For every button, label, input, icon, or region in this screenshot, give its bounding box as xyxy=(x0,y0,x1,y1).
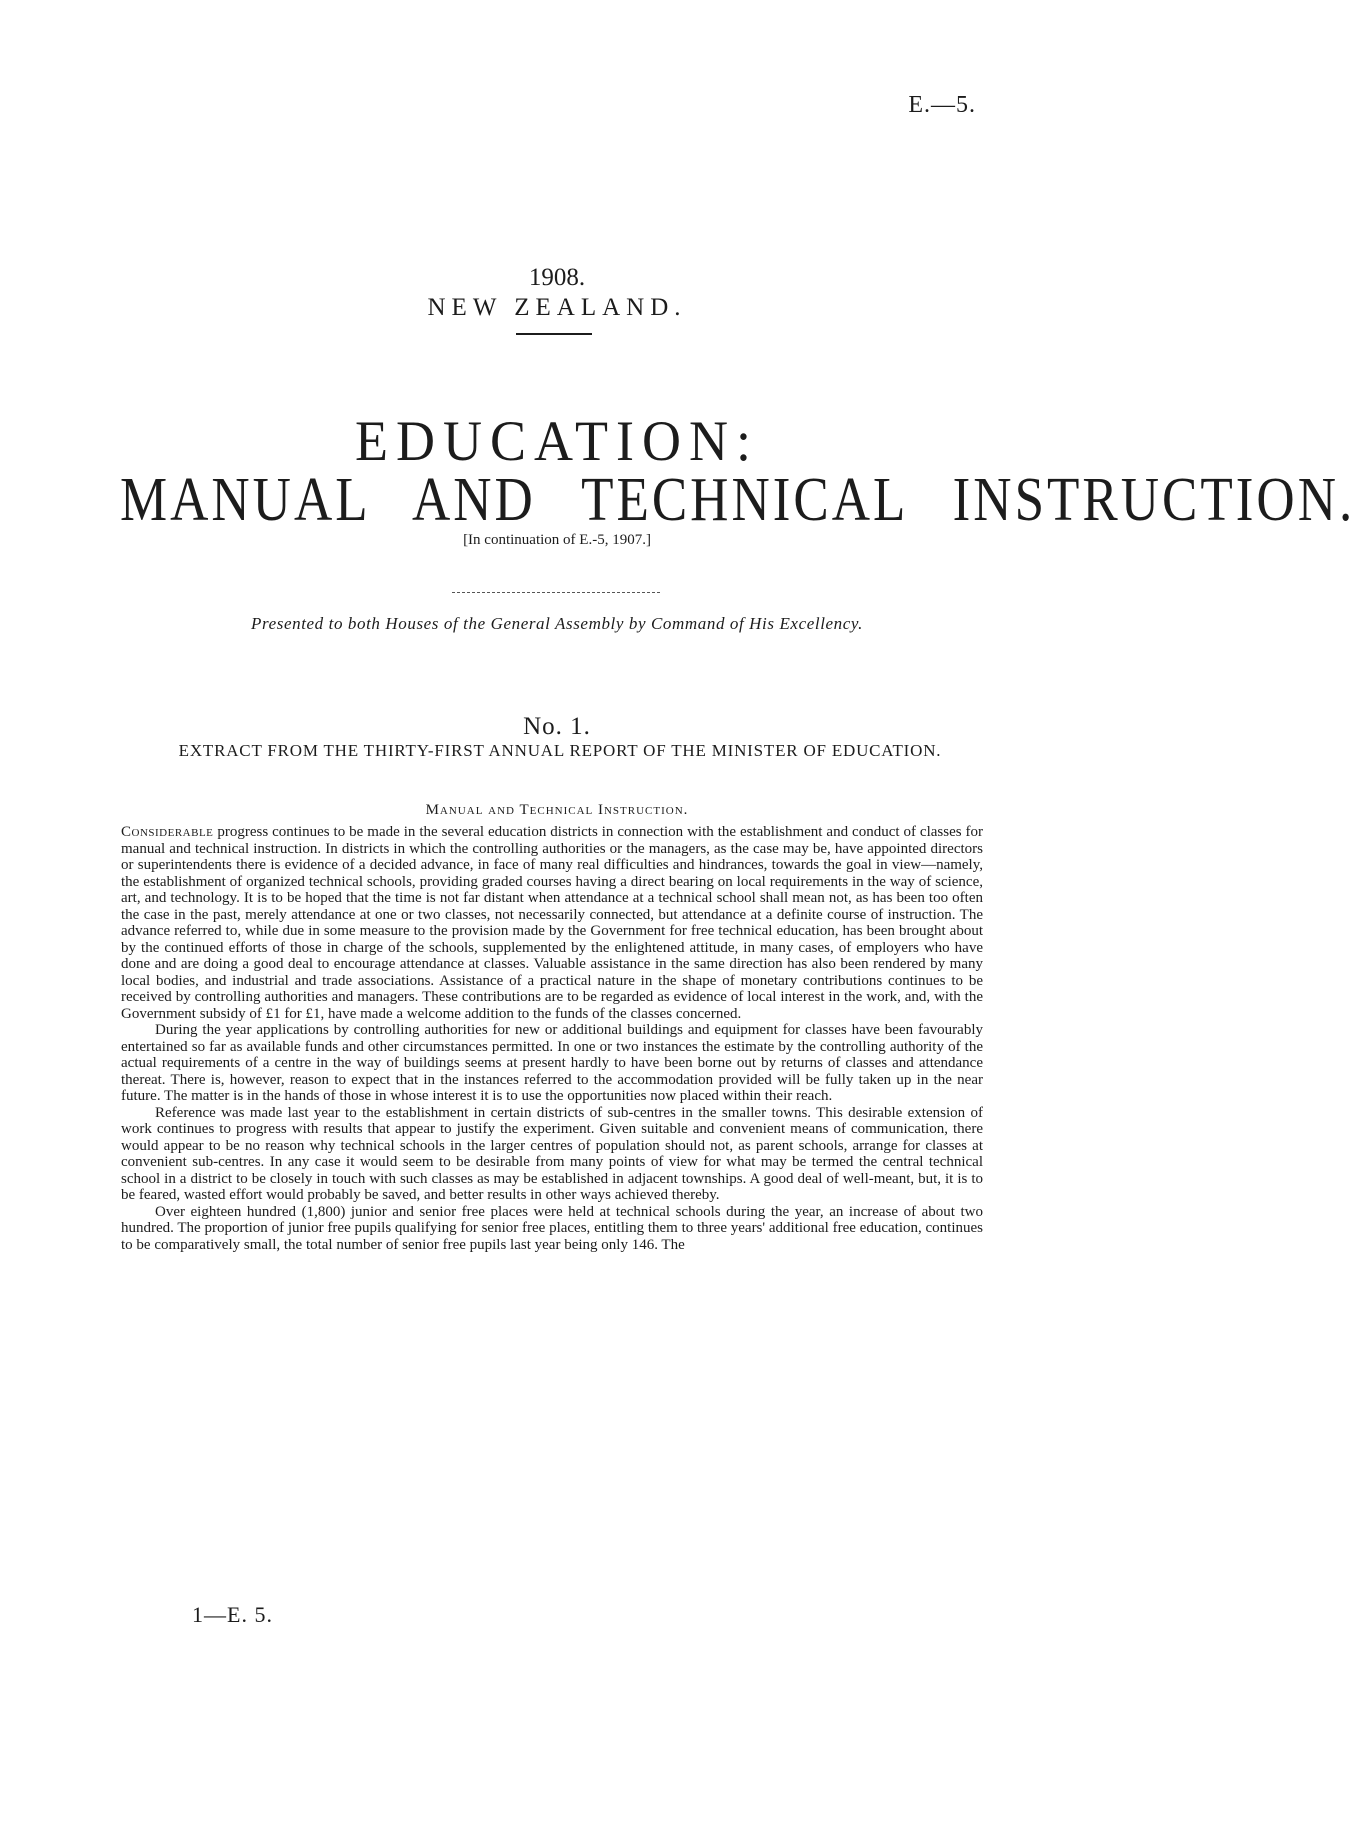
paragraph xyxy=(121,824,983,1022)
divider-rule xyxy=(516,333,592,335)
report-body xyxy=(121,824,983,1253)
paragraph: During the year applications by controlling authorities for new or additional buildings and equipment for classes have been favourably entertained so far as available funds and other circumstances permitted. In one or two instances the estimate by the controlling authority of the actual requirements of a centre in the way of buildings seems at present hardly to have been borne out by returns of classes and attendance thereat. There is, however, reason to expect that in the instances referred to the accommodation provided will be fully taken up in the near future. The matter is in the hands of those in whose interest it is to use the opportunities now placed within their reach. xyxy=(121,1022,983,1104)
dotted-divider xyxy=(452,592,660,593)
paragraph: Over eighteen hundred (1,800) junior and senior free places were held at technical schools during the year, an increase of about two hundred. The proportion of junior free pupils qualifying for senior free places, entitling them to three years' additional free education, continues to be comparatively small, the total number of senior free pupils last year being only 146. The xyxy=(121,1203,983,1253)
paragraph-text: progress continues to be made in the several education districts in connection with the establishment and conduct of classes for manual and technical instruction. In districts in which the controlling authorities or the managers, as the case may be, have appointed directors or superintendents there is evidence of a decided advance, in face of many real difficulties and hindrances, towards the goal in view—namely, the establishment of organized technical schools, providing graded courses having a direct bearing on local requirements in the way of science, art, and technology. It is to be hoped that the time is not far distant when attendance at a technical school shall mean not, as has been too often the case in the past, merely attendance at one or two classes, not necessarily connected, but attendance at a definite course of instruction. The advance referred to, while due in some measure to the provision made by the Government for free technical education, has been brought about by the continued efforts of those in charge of the schools, supplemented by the enlightened attitude, in many cases, of employers who have done and are doing a good deal to encourage attendance at classes. Valuable assistance in the same direction has also been rendered by many local bodies, and industrial and trade associations. Assistance of a practical nature in the shape of monetary contributions continues to be received by controlling authorities and managers. These contributions are to be regarded as evidence of local interest in the work, and, with the Government subsidy of £1 for £1, have made a welcome addition to the funds of the classes concerned. xyxy=(121,824,983,1022)
paragraph: Reference was made last year to the establishment in certain districts of sub-centres in the smaller towns. This desirable extension of work continues to progress with results that appear to justify the experiment. Given suitable and convenient means of communication, there would appear to be no reason why technical schools in the larger centres of population should not, as parent schools, arrange for classes at convenient sub-centres. In any case it would seem to be desirable from many points of view for what may be termed the central technical school in a district to be closely in touch with such classes as may be established in adjacent townships. A good deal of well-meant, but, it is to be feared, wasted effort would probably be saved, and better results in other ways achieved thereby. xyxy=(121,1104,983,1203)
section-heading: Manual and Technical Instruction. xyxy=(425,802,689,818)
extract-heading: EXTRACT FROM THE THIRTY-FIRST ANNUAL REPORT OF THE MINISTER OF EDUCATION. xyxy=(178,741,942,760)
continuation-note: [In continuation of E.-5, 1907.] xyxy=(463,532,651,548)
presented-line: Presented to both Houses of the General Assembly by Command of His Excellency. xyxy=(251,614,863,633)
country-heading: NEW ZEALAND. xyxy=(427,294,687,321)
page-reference: E.—5. xyxy=(908,92,976,118)
main-subtitle: MANUAL AND TECHNICAL INSTRUCTION. xyxy=(120,465,1355,535)
footer-signature: 1—E. 5. xyxy=(192,1602,273,1627)
publication-year: 1908. xyxy=(528,264,586,291)
main-title: EDUCATION: xyxy=(355,409,759,473)
drop-word: Considerable xyxy=(121,824,214,840)
document-number: No. 1. xyxy=(523,713,591,740)
